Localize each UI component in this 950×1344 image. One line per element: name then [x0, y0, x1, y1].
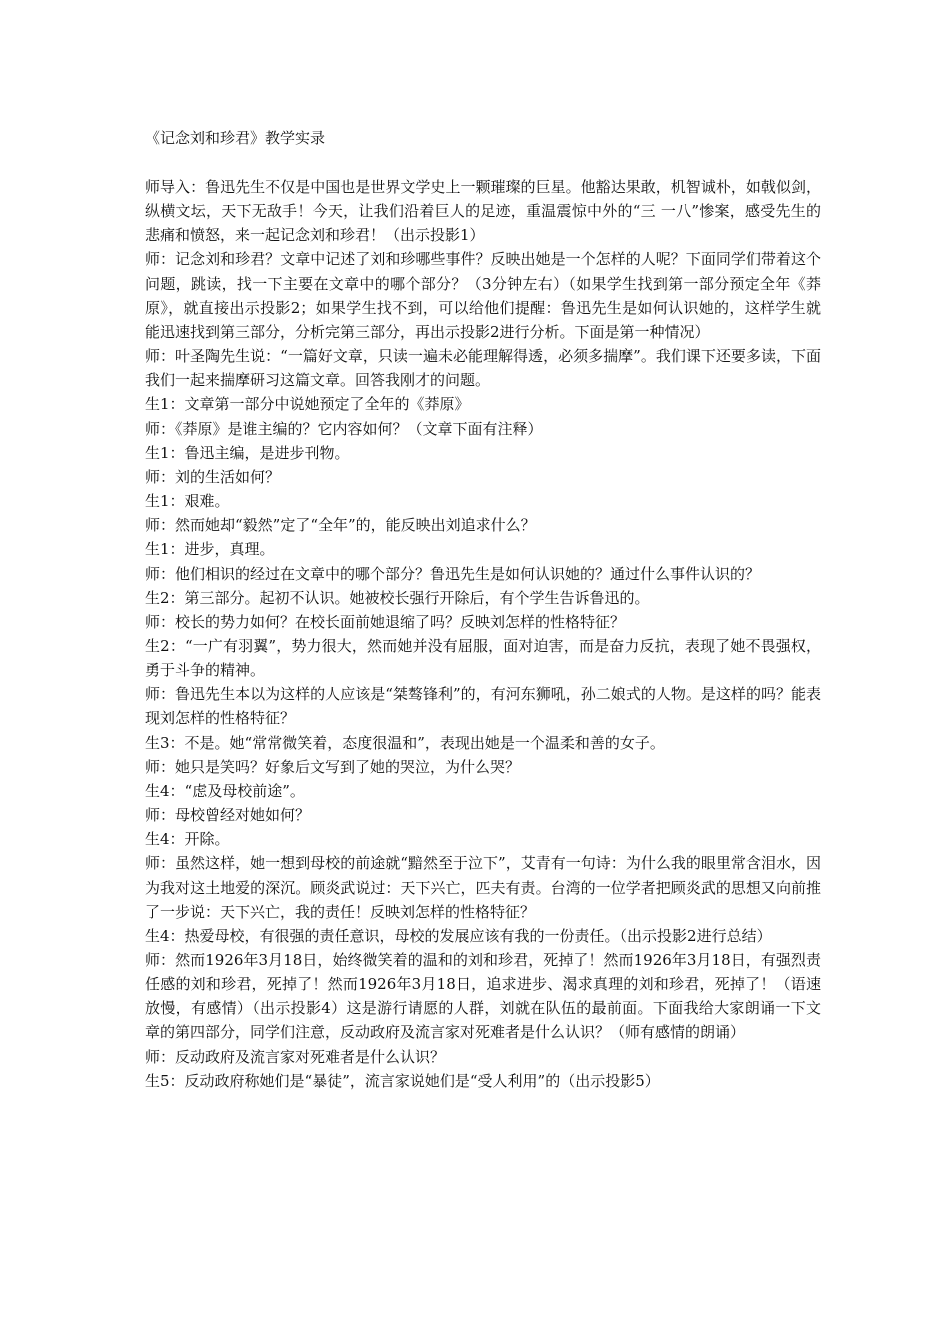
paragraph-teacher-ye-shengtao: 师：叶圣陶先生说：“一篇好文章，只读一遍未必能理解得透，必须多揣摩”。我们课下还要多读，下面我们一起来揣摩研习这篇文章。回答我刚才的问题。	[145, 347, 821, 390]
paragraph-student2-part-three: 生2：第三部分。起初不认识。她被校长强行开除后，有个学生告诉鲁迅的。	[145, 588, 650, 607]
paragraph-teacher-question-events: 师：记念刘和珍君？文章中记述了刘和珍哪些事件？反映出她是一个怎样的人呢？下面同学们带着这个问题，跳读，找一下主要在文章中的哪个部分？（3分钟左右）（如果学生找到第一部分预定全年《莽原》，就直接出示投影2；如果学生找不到，可以给他们提醒：鲁迅先生是如何认识她的，这样学生就能迅速找到第三部分，分析完第三部分，再出示投影2进行分析。下面是第一种情况）	[145, 250, 821, 341]
paragraph-student4-school-future: 生4：“虑及母校前途”。	[145, 781, 305, 800]
paragraph-teacher-school-treatment: 师：母校曾经对她如何？	[145, 806, 311, 825]
paragraph-student5-thugs: 生5：反动政府称她们是“暴徒”，流言家说她们是“受人利用”的（出示投影5）	[145, 1071, 660, 1090]
document-body	[145, 175, 821, 1093]
paragraph-student1-truth: 生1：进步，真理。	[145, 540, 275, 559]
paragraph-student4-expelled: 生4：开除。	[145, 830, 230, 849]
paragraph-student3-gentle: 生3：不是。她“常常微笑着，态度很温和”，表现出她是一个温柔和善的女子。	[145, 733, 665, 752]
paragraph-teacher-principal: 师：校长的势力如何？在校长面前她退缩了吗？反映刘怎样的性格特征？	[145, 612, 626, 631]
paragraph-student1-editor-answer: 生1：鲁迅主编，是进步刊物。	[145, 443, 350, 462]
paragraph-teacher-responsibility: 师：虽然这样，她一想到母校的前途就“黯然至于泣下”，艾青有一句诗：为什么我的眼里常含泪水，因为我对这土地爱的深沉。顾炎武说过：天下兴亡，匹夫有责。台湾的一位学者把顾炎武的思想又向前推了一步说：天下兴亡，我的责任！反映刘怎样的性格特征？	[145, 854, 821, 921]
paragraph-student2-resistance: 生2：“一广有羽翼”，势力很大，然而她并没有屈服，面对迫害，而是奋力反抗，表现了她不畏强权，勇于斗争的精神。	[145, 636, 821, 680]
paragraph-teacher-crying: 师：她只是笑吗？好象后文写到了她的哭泣，为什么哭？	[145, 757, 521, 776]
paragraph-teacher-intro: 师导入：鲁迅先生不仅是中国也是世界文学史上一颗璀璨的巨星。他豁达果敢，机智诚朴，如戟似剑，纵横文坛，天下无敌手！今天，让我们沿着巨人的足迹，重温震惊中外的“三 一八”惨案，感受先生的悲痛和愤怒，来一起记念刘和珍君！（出示投影1）	[145, 178, 821, 245]
paragraph-teacher-expectation: 师：鲁迅先生本以为这样的人应该是“桀骜锋利”的，有河东狮吼，孙二娘式的人物。是这样的吗？能表现刘怎样的性格特征？	[145, 685, 821, 728]
paragraph-student1-hardship: 生1：艰难。	[145, 492, 230, 511]
document-title: 《记念刘和珍君》教学实录	[145, 129, 326, 147]
paragraph-teacher-government-view: 师：反动政府及流言家对死难者是什么认识？	[145, 1047, 446, 1066]
paragraph-teacher-mangyuan-editor: 师：《莽原》是谁主编的？它内容如何？（文章下面有注释）	[145, 419, 543, 438]
paragraph-teacher-life: 师：刘的生活如何？	[145, 467, 281, 486]
paragraph-teacher-pursuit: 师：然而她却“毅然”定了“全年”的，能反映出刘追求什么？	[145, 516, 536, 535]
paragraph-student1-mangyuan: 生1：文章第一部分中说她预定了全年的《莽原》	[145, 395, 470, 414]
paragraph-teacher-march-18: 师：然而1926年3月18日，始终微笑着的温和的刘和珍君，死掉了！然而1926年3月18日，有强烈责任感的刘和珍君，死掉了！然而1926年3月18日，追求进步、渴求真理的刘和珍君，死掉了！（语速放慢，有感情）（出示投影4）这是游行请愿的人群，刘就在队伍的最前面。下面我给大家朗诵一下文章的第四部分，同学们注意，反动政府及流言家对死难者是什么认识？（师有感情的朗诵）	[145, 951, 821, 1042]
paragraph-teacher-acquaintance: 师：他们相识的经过在文章中的哪个部分？鲁迅先生是如何认识她的？通过什么事件认识的？	[145, 564, 761, 583]
paragraph-student4-love-school: 生4：热爱母校，有很强的责任意识，母校的发展应该有我的一份责任。（出示投影2进行总结）	[145, 926, 772, 945]
